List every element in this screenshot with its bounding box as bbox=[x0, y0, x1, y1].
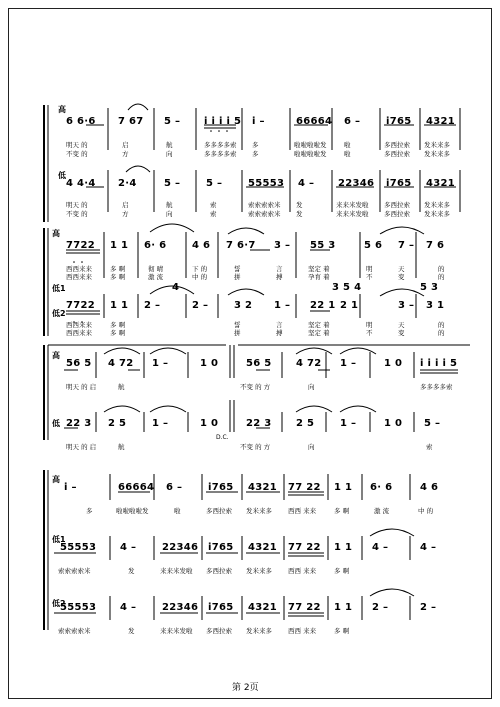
note-group: 2·4 bbox=[118, 178, 137, 189]
lyric: 变 bbox=[398, 329, 405, 337]
note-group: 3 1 bbox=[426, 300, 445, 311]
lyric: 多 啊 bbox=[110, 329, 126, 337]
lyric: 来来米发啦 bbox=[160, 567, 193, 575]
note-group: 22346 bbox=[162, 602, 199, 613]
note-group: i – bbox=[64, 482, 77, 493]
lyric: 方 bbox=[122, 150, 129, 158]
note-group: 66664 bbox=[296, 116, 333, 127]
note-group: 3 5 4 bbox=[332, 282, 362, 293]
part-label-soprano: 高 bbox=[52, 351, 60, 360]
note-group: 5 6 bbox=[364, 240, 383, 251]
lyric: 西西来来 bbox=[66, 321, 92, 329]
lyric: 明天 的 启 bbox=[66, 443, 97, 451]
note-group: 22346 bbox=[162, 542, 199, 553]
lyric: 发 bbox=[128, 627, 135, 635]
note-group: 4 – bbox=[372, 542, 389, 553]
note-group: 4 – bbox=[420, 542, 437, 553]
note-group: 1 1 bbox=[334, 542, 353, 553]
lyric: 的 bbox=[438, 265, 445, 273]
lyric: 的 bbox=[438, 273, 445, 281]
lyric: 明天 的 bbox=[66, 141, 88, 149]
lyric: 中 的 bbox=[418, 507, 434, 515]
lyric: 拼 bbox=[234, 273, 241, 281]
lyric: 天 bbox=[398, 321, 405, 329]
note-group: 4 72 bbox=[108, 358, 134, 369]
note-group: 3 – bbox=[274, 240, 291, 251]
lyric: 的 bbox=[438, 321, 445, 329]
lyric: 多西拉索 bbox=[384, 141, 410, 149]
lyric: 启 bbox=[122, 201, 129, 209]
lyric: 啦 bbox=[344, 150, 351, 158]
note-group: 1 1 bbox=[334, 602, 353, 613]
note-group: 1 1 bbox=[334, 482, 353, 493]
dc-mark: D.C. bbox=[216, 434, 229, 441]
note-group: 1 – bbox=[152, 418, 169, 429]
lyric: 发米来多 bbox=[246, 567, 272, 575]
lyric: 航 bbox=[166, 141, 173, 149]
part-label-alto1: 低1 bbox=[52, 535, 66, 544]
note-group: 7 67 bbox=[118, 116, 144, 127]
lyric: 多 啊 bbox=[334, 627, 350, 635]
lyric: 启 bbox=[122, 141, 129, 149]
lyric: 发米来多 bbox=[424, 201, 450, 209]
note-group: 2 – bbox=[372, 602, 389, 613]
lyric: 多多多多索 bbox=[204, 141, 237, 149]
lyric: 誓 bbox=[234, 265, 241, 273]
lyric: 啦 bbox=[344, 141, 351, 149]
note-group: 4321 bbox=[426, 116, 456, 127]
note-group: 1 – bbox=[274, 300, 291, 311]
lyric: 发米来多 bbox=[424, 141, 450, 149]
note-group: 1 1 bbox=[110, 240, 129, 251]
note-group: 4 – bbox=[120, 602, 137, 613]
note-group: 4321 bbox=[248, 602, 278, 613]
lyric: 天 bbox=[398, 265, 405, 273]
lyric: 变 bbox=[398, 273, 405, 281]
note-group: 4 4·4 bbox=[66, 178, 96, 189]
lyric: 向 bbox=[166, 150, 173, 158]
lyric: 不 bbox=[366, 273, 373, 281]
lyric: 索 bbox=[210, 210, 217, 218]
note-group: 4 – bbox=[120, 542, 137, 553]
lyric: 搏 bbox=[276, 329, 283, 337]
note-group: 6 6·6 bbox=[66, 116, 96, 127]
lyric: 来来米发啦 bbox=[160, 627, 193, 635]
lyric: 多西拉索 bbox=[206, 567, 232, 575]
note-group: 22346 bbox=[338, 178, 375, 189]
lyric: 明 bbox=[366, 265, 373, 273]
note-group: 56 5 bbox=[66, 358, 92, 369]
lyric: 激 流 bbox=[374, 507, 390, 515]
note-group: i i i i 5 bbox=[204, 116, 242, 127]
note-group: 6· 6 bbox=[144, 240, 167, 251]
lyric: 中 的 bbox=[192, 273, 208, 281]
lyric: 航 bbox=[118, 383, 125, 391]
lyric: 索 bbox=[426, 443, 433, 451]
lyric: 誓 bbox=[234, 321, 241, 329]
part-label-alto2: 低2 bbox=[52, 309, 66, 318]
note-group: 55553 bbox=[60, 542, 97, 553]
lyric: 啦 bbox=[174, 507, 181, 515]
lyric: 西西 来来 bbox=[288, 567, 317, 575]
lyric: 啦啦啦啦发 bbox=[294, 141, 327, 149]
lyric: 发米来多 bbox=[246, 627, 272, 635]
lyric: 坚定 着 bbox=[308, 321, 330, 329]
note-group: 6 – bbox=[344, 116, 361, 127]
note-group: 1 0 bbox=[200, 418, 219, 429]
lyric: 多西拉索 bbox=[384, 201, 410, 209]
note-group: 4321 bbox=[248, 542, 278, 553]
note-group: i765 bbox=[386, 116, 412, 127]
lyric: 方 bbox=[122, 210, 129, 218]
note-group: i765 bbox=[208, 482, 234, 493]
note-group: 7722 bbox=[66, 240, 96, 251]
lyric: 言 bbox=[276, 265, 283, 273]
lyric: 航 bbox=[166, 201, 173, 209]
lyric: 索索索索米 bbox=[58, 567, 91, 575]
note-group: i765 bbox=[208, 602, 234, 613]
note-group: 22 1 bbox=[310, 300, 336, 311]
note-group: 1 – bbox=[152, 358, 169, 369]
lyric: 多西拉索 bbox=[206, 627, 232, 635]
note-group: 55553 bbox=[60, 602, 97, 613]
note-group: 4 6 bbox=[420, 482, 439, 493]
note-group: 6 – bbox=[166, 482, 183, 493]
note-group: i765 bbox=[386, 178, 412, 189]
note-group: 5 3 bbox=[420, 282, 439, 293]
note-group: 7 – bbox=[398, 240, 415, 251]
lyric: 西西来来 bbox=[66, 265, 92, 273]
lyric: 西西 来来 bbox=[288, 507, 317, 515]
note-group: 1 – bbox=[340, 358, 357, 369]
note-group: 5 – bbox=[164, 178, 181, 189]
lyric: 言 bbox=[276, 321, 283, 329]
lyric: 不变 的 bbox=[66, 210, 88, 218]
note-group: 5 – bbox=[206, 178, 223, 189]
lyric: 航 bbox=[118, 443, 125, 451]
note-group: 4 6 bbox=[192, 240, 211, 251]
lyric: 多 啊 bbox=[110, 273, 126, 281]
lyric: 下 的 bbox=[192, 265, 208, 273]
note-group: 4 72 bbox=[296, 358, 322, 369]
note-group: 77 22 bbox=[288, 482, 321, 493]
note-group: 7 6·7 bbox=[226, 240, 256, 251]
lyric: 不变 的 方 bbox=[240, 443, 271, 451]
lyric: 发米来多 bbox=[424, 210, 450, 218]
lyric: 拼 bbox=[234, 329, 241, 337]
lyric: 明 bbox=[366, 321, 373, 329]
lyric: 激 流 bbox=[148, 273, 164, 281]
lyric: 不 bbox=[366, 329, 373, 337]
lyric: 多西拉索 bbox=[206, 507, 232, 515]
lyric: 发米来多 bbox=[246, 507, 272, 515]
note-group: 2 – bbox=[192, 300, 209, 311]
note-group: 4 bbox=[172, 282, 180, 293]
note-group: 6· 6 bbox=[370, 482, 393, 493]
note-group: 2 – bbox=[144, 300, 161, 311]
lyric: 向 bbox=[308, 443, 315, 451]
lyric: 啦啦啦啦发 bbox=[116, 507, 149, 515]
lyric: 的 bbox=[438, 329, 445, 337]
lyric: 索索索索米 bbox=[248, 201, 281, 209]
lyric: 发 bbox=[128, 567, 135, 575]
note-group: 2 1 bbox=[340, 300, 359, 311]
note-group: 22 3 bbox=[246, 418, 272, 429]
lyric: 多 啊 bbox=[334, 507, 350, 515]
note-group: 7 6 bbox=[426, 240, 445, 251]
note-group: 4321 bbox=[248, 482, 278, 493]
lyric: 向 bbox=[308, 383, 315, 391]
note-group: 1 – bbox=[340, 418, 357, 429]
note-group: 1 1 bbox=[110, 300, 129, 311]
lyric: 多 啊 bbox=[334, 567, 350, 575]
note-group: 5 – bbox=[164, 116, 181, 127]
lyric: 西西来来 bbox=[66, 273, 92, 281]
note-group: 77 22 bbox=[288, 602, 321, 613]
note-group: 55 3 bbox=[310, 240, 336, 251]
lyric: 多多多多索 bbox=[420, 383, 453, 391]
lyric: 多 bbox=[252, 150, 259, 158]
note-group: 2 5 bbox=[296, 418, 315, 429]
lyric: 多 啊 bbox=[110, 265, 126, 273]
lyric: 索索索索米 bbox=[58, 627, 91, 635]
lyric: 明天 的 启 bbox=[66, 383, 97, 391]
part-label-alto1: 低1 bbox=[52, 284, 66, 293]
note-group: 55553 bbox=[248, 178, 285, 189]
lyric: 多西拉索 bbox=[384, 150, 410, 158]
lyric: 发 bbox=[296, 210, 303, 218]
note-group: 22 3 bbox=[66, 418, 92, 429]
lyric: 多 bbox=[86, 507, 93, 515]
note-group: 3 2 bbox=[234, 300, 253, 311]
lyric: 孕育 着 bbox=[308, 273, 330, 281]
lyric: 发米来多 bbox=[424, 150, 450, 158]
lyric: 彻 晴 bbox=[148, 265, 164, 273]
note-group: 2 – bbox=[420, 602, 437, 613]
lyric: 多 bbox=[252, 141, 259, 149]
lyric: 西西来来 bbox=[66, 329, 92, 337]
lyric: 西西 来来 bbox=[288, 627, 317, 635]
lyric: 向 bbox=[166, 210, 173, 218]
part-label-alto2: 低2 bbox=[52, 599, 66, 608]
note-group: 1 0 bbox=[384, 418, 403, 429]
part-label-soprano: 高 bbox=[52, 475, 60, 484]
note-group: i765 bbox=[208, 542, 234, 553]
lyric: 坚定 着 bbox=[308, 265, 330, 273]
note-group: 66664 bbox=[118, 482, 155, 493]
note-group: 1 0 bbox=[200, 358, 219, 369]
part-label-soprano: 高 bbox=[52, 229, 60, 238]
lyric: 来来米发啦 bbox=[336, 201, 369, 209]
note-group: 4 – bbox=[298, 178, 315, 189]
lyric: 不变 的 bbox=[66, 150, 88, 158]
note-group: 2 5 bbox=[108, 418, 127, 429]
part-label-soprano: 高 bbox=[58, 105, 66, 114]
note-group: 5 – bbox=[424, 418, 441, 429]
note-group: i i i i 5 bbox=[420, 358, 458, 369]
lyric: 搏 bbox=[276, 273, 283, 281]
page-number: 第 2页 bbox=[232, 683, 259, 693]
lyric: 多多多多索 bbox=[204, 150, 237, 158]
note-group: 1 0 bbox=[384, 358, 403, 369]
note-group: i – bbox=[252, 116, 265, 127]
lyric: 不变 的 方 bbox=[240, 383, 271, 391]
lyric: 发 bbox=[296, 201, 303, 209]
part-label-alto: 低 bbox=[52, 419, 60, 428]
note-group: 4321 bbox=[426, 178, 456, 189]
lyric: 坚定 着 bbox=[308, 329, 330, 337]
lyric: 多 啊 bbox=[110, 321, 126, 329]
part-label-alto: 低 bbox=[58, 171, 66, 180]
note-group: 77 22 bbox=[288, 542, 321, 553]
lyric: 索索索索米 bbox=[248, 210, 281, 218]
lyric: 啦啦啦啦发 bbox=[294, 150, 327, 158]
lyric: 索 bbox=[210, 201, 217, 209]
lyric: 来来米发啦 bbox=[336, 210, 369, 218]
note-group: 3 – bbox=[398, 300, 415, 311]
note-group: 7722 bbox=[66, 300, 96, 311]
note-group: 56 5 bbox=[246, 358, 272, 369]
lyric: 多西拉索 bbox=[384, 210, 410, 218]
lyric: 明天 的 bbox=[66, 201, 88, 209]
